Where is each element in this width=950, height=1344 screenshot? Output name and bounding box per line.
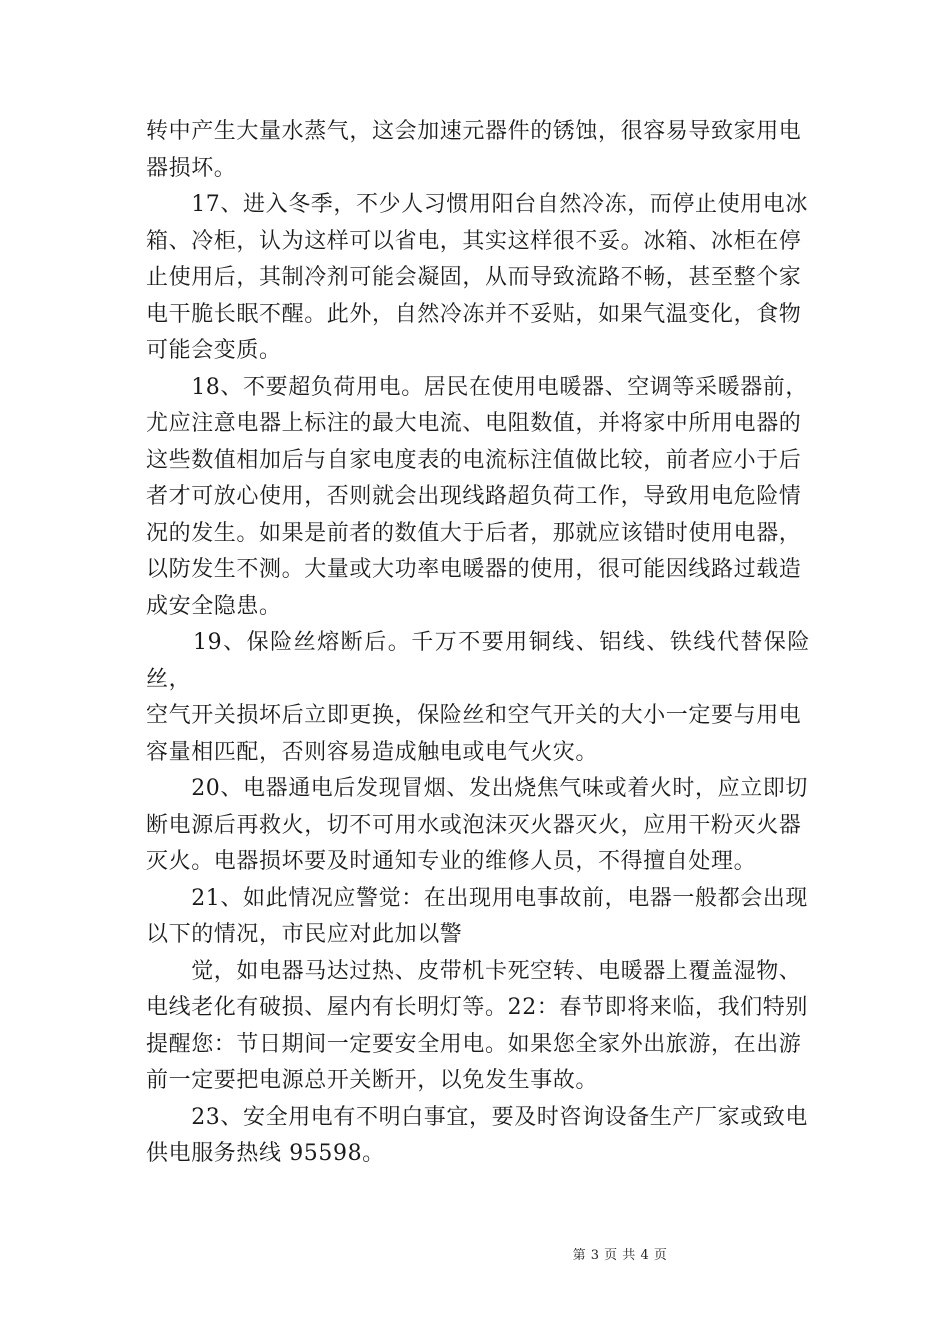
paragraph-item-23: 23、安全用电有不明白事宜，要及时咨询设备生产厂家或致电 供电服务热线 95598。 (146, 1104, 808, 1166)
paragraph-item-17: 17、进入冬季，不少人习惯用阳台自然冷冻，而停止使用电冰 箱、冷柜，认为这样可以省电，其实这样很不妥。冰箱、冰柜在停 止使用后，其制冷剂可能会凝固，从而导致流路不畅，甚至整个家 电干脆长眠不醒。此外，自然冷冻并不妥贴，如果气温变化，食物 可能会变质。 (146, 192, 808, 363)
paragraph-item-19: 19、保险丝熔断后。千万不要用铜线、铝线、铁线代替保险丝， 空气开关损坏后立即更换，保险丝和空气开关的大小一定要与用电 容量相匹配，否则容易造成触电或电气火灾。 (146, 630, 810, 765)
paragraph-item-20: 20、电器通电后发现冒烟、发出烧焦气味或着火时，应立即切 断电源后再救火，切不可用水或泡沫灭火器灭火，应用干粉灭火器 灭火。电器损坏要及时通知专业的维修人员，不得擅自处理。 (146, 776, 808, 874)
page-number-footer: 第 3 页 共 4 页 (572, 1248, 668, 1263)
paragraph-item-21: 21、如此情况应警觉：在出现用电事故前，电器一般都会出现 以下的情况，市民应对此加以警 (146, 885, 808, 947)
document-body (146, 114, 810, 1173)
paragraph-continuation: 转中产生大量水蒸气，这会加速元器件的锈蚀，很容易导致家用电 器损坏。 (146, 119, 802, 181)
paragraph-item-21-continued: 觉，如电器马达过热、皮带机卡死空转、电暖器上覆盖湿物、 电线老化有破损、屋内有长明灯等。22：春节即将来临，我们特别 提醒您：节日期间一定要安全用电。如果您全家外出旅游，在出游 前一定要把电源总开关断开，以免发生事故。 (146, 958, 808, 1093)
paragraph-item-18: 18、不要超负荷用电。居民在使用电暖器、空调等采暖器前， 尤应注意电器上标注的最大电流、电阻数值，并将家中所用电器的 这些数值相加后与自家电度表的电流标注值做比较，前者应小于后 者才可放心使用，否则就会出现线路超负荷工作，导致用电危险情 况的发生。如果是前者的数值大于后者，那就应该错时使用电器， 以防发生不测。大量或大功率电暖器的使用，很可能因线路过载造 成安全隐患。 (146, 374, 808, 619)
